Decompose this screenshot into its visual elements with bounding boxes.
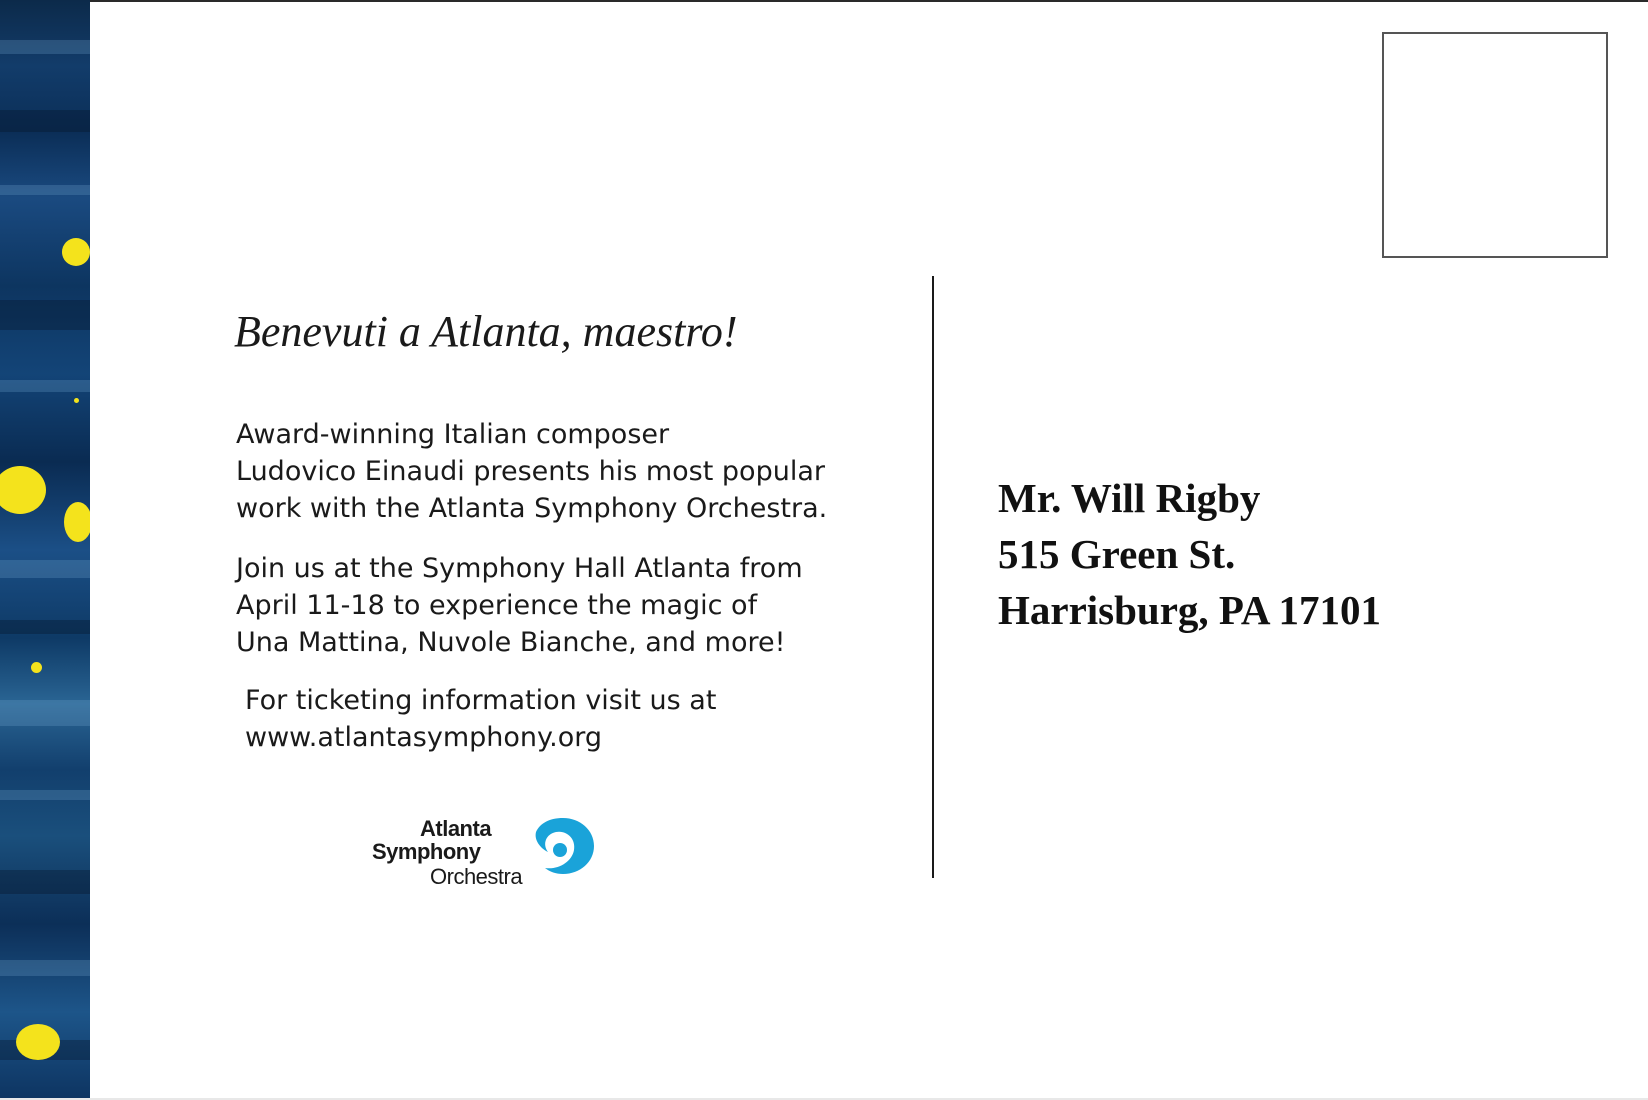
- art-streak: [0, 870, 90, 894]
- recipient-address: [998, 470, 1381, 638]
- logo-line-symphony: Symphony: [372, 839, 481, 864]
- art-streak: [0, 300, 90, 330]
- art-streak: [0, 560, 90, 578]
- yellow-dot: [74, 398, 79, 403]
- art-streak: [0, 700, 90, 726]
- yellow-dot: [0, 466, 46, 514]
- center-divider: [932, 276, 934, 878]
- logo-line-orchestra: Orchestra: [430, 864, 523, 889]
- yellow-dot: [62, 238, 90, 266]
- ticketing-info: For ticketing information visit us at www.atlantasymphony.org: [245, 685, 717, 753]
- recipient-name: Mr. Will Rigby: [998, 475, 1261, 521]
- art-streak: [0, 790, 90, 800]
- art-streak: [0, 380, 90, 392]
- art-streak: [0, 620, 90, 634]
- art-streak: [0, 110, 90, 132]
- message-paragraph-2: Join us at the Symphony Hall Atlanta from April 11-18 to experience the magic of Una Mattina, Nuvole Bianche, and more!: [236, 553, 803, 658]
- stamp-placeholder: [1382, 32, 1608, 258]
- art-streak: [0, 40, 90, 54]
- painted-art-strip: [0, 0, 90, 1100]
- yellow-dot: [16, 1024, 60, 1060]
- art-streak: [0, 185, 90, 195]
- orchestra-logo: [372, 816, 602, 888]
- greeting-heading: Benevuti a Atlanta, maestro!: [234, 307, 738, 356]
- recipient-city-state-zip: Harrisburg, PA 17101: [998, 587, 1382, 633]
- yellow-dot: [31, 662, 42, 673]
- art-streak: [0, 960, 90, 976]
- logo-line-atlanta: Atlanta: [420, 816, 492, 841]
- top-border: [0, 0, 1648, 2]
- yellow-dot: [64, 502, 90, 542]
- orchestra-logo-swirl-icon: [530, 816, 596, 876]
- recipient-street: 515 Green St.: [998, 531, 1236, 577]
- message-paragraph-1: Award-winning Italian composer Ludovico Einaudi presents his most popular work with the Atlanta Symphony Orchestra.: [236, 419, 828, 524]
